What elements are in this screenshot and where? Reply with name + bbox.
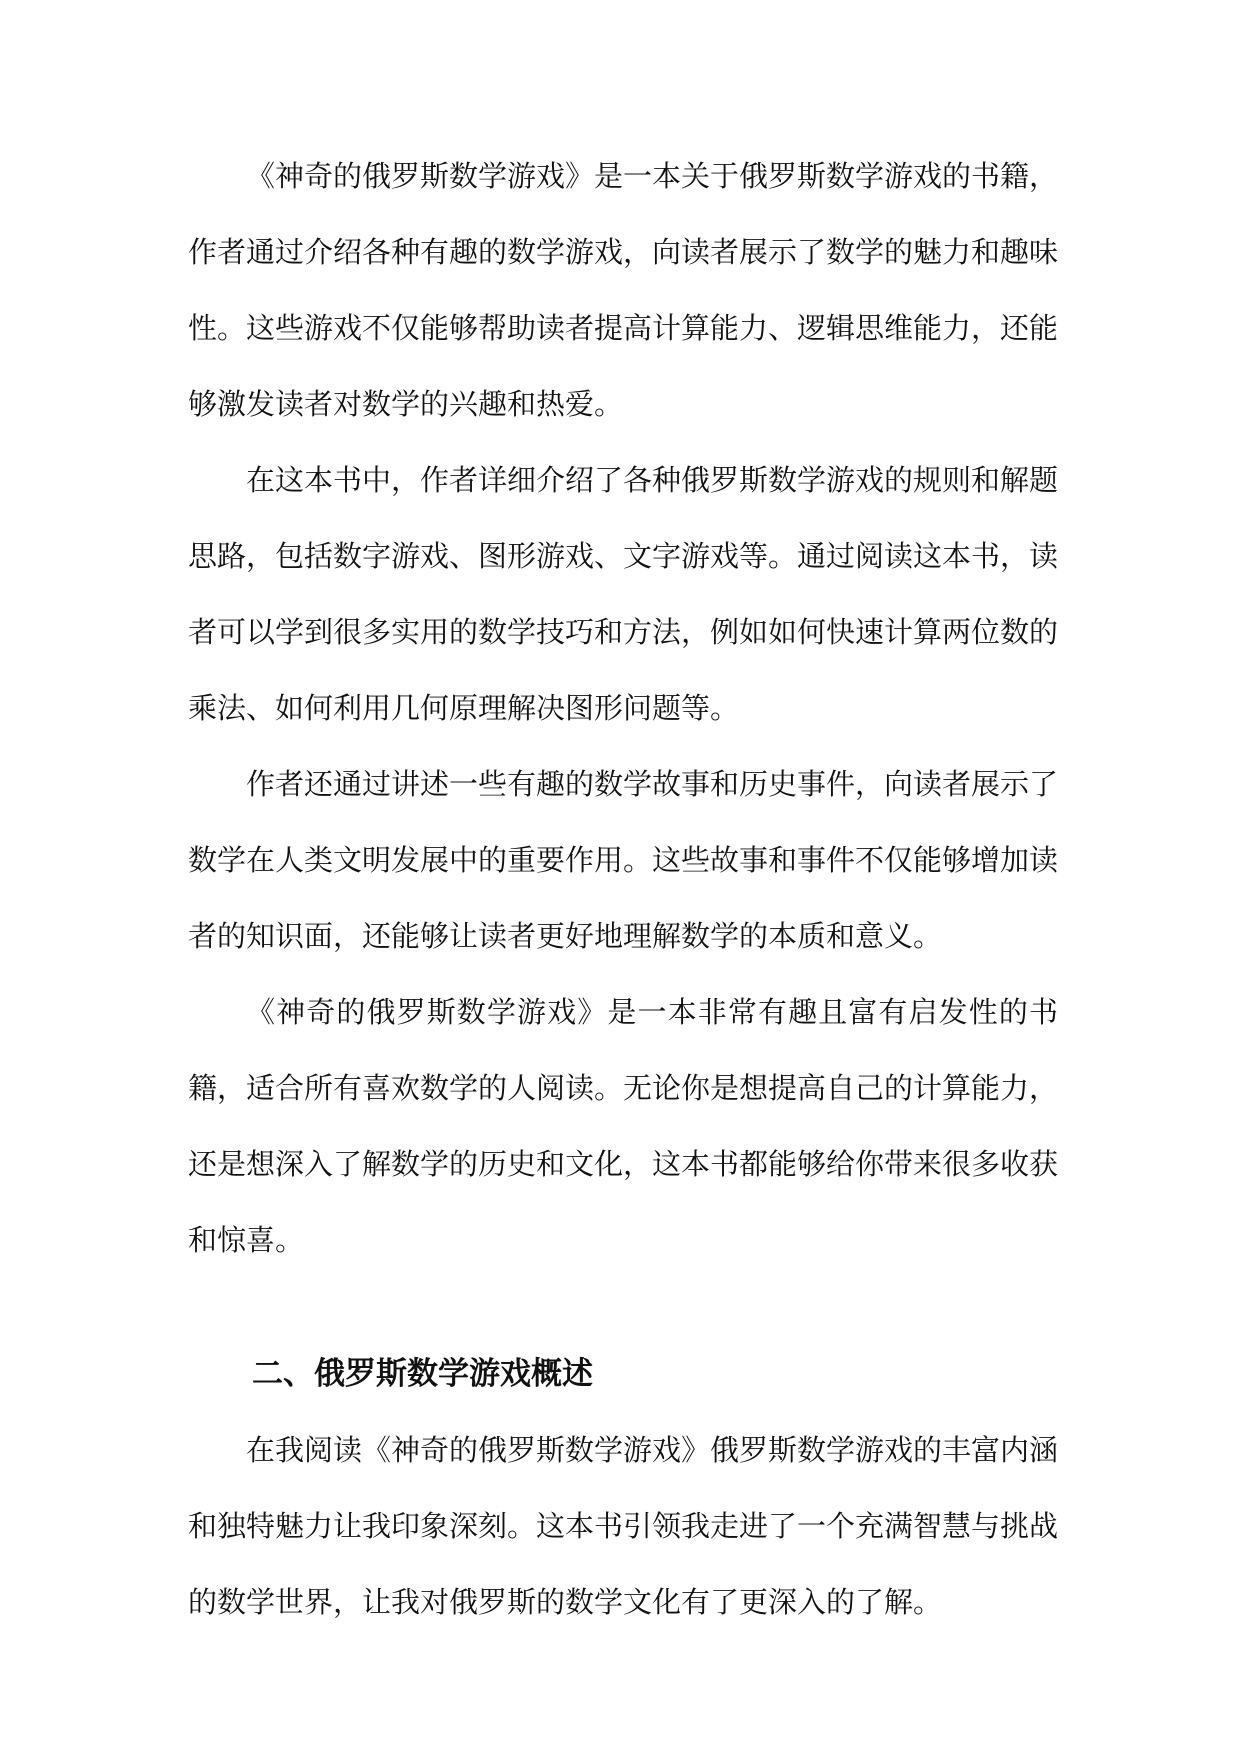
paragraph-2: 在这本书中，作者详细介绍了各种俄罗斯数学游戏的规则和解题思路，包括数字游戏、图形游戏、文字游戏等。通过阅读这本书，读者可以学到很多实用的数学技巧和方法，例如如何快速计算两位数的乘法、如何利用几何原理解决图形问题等。 <box>188 463 1059 725</box>
section-heading: 二、俄罗斯数学游戏概述 <box>252 1356 593 1392</box>
paragraph-4: 《神奇的俄罗斯数学游戏》是一本非常有趣且富有启发性的书籍，适合所有喜欢数学的人阅读。无论你是想提高自己的计算能力，还是想深入了解数学的历史和文化，这本书都能够给你带来很多收获和惊喜。 <box>188 995 1059 1257</box>
paragraph-3: 作者还通过讲述一些有趣的数学故事和历史事件，向读者展示了数学在人类文明发展中的重要作用。这些故事和事件不仅能够增加读者的知识面，还能够让读者更好地理解数学的本质和意义。 <box>188 767 1059 953</box>
paragraph-1: 《神奇的俄罗斯数学游戏》是一本关于俄罗斯数学游戏的书籍，作者通过介绍各种有趣的数学游戏，向读者展示了数学的魅力和趣味性。这些游戏不仅能够帮助读者提高计算能力、逻辑思维能力，还能够激发读者对数学的兴趣和热爱。 <box>188 159 1059 421</box>
section-paragraph-1: 在我阅读《神奇的俄罗斯数学游戏》俄罗斯数学游戏的丰富内涵和独特魅力让我印象深刻。这本书引领我走进了一个充满智慧与挑战的数学世界，让我对俄罗斯的数学文化有了更深入的了解。 <box>188 1433 1059 1619</box>
document-body <box>188 138 1058 1640</box>
